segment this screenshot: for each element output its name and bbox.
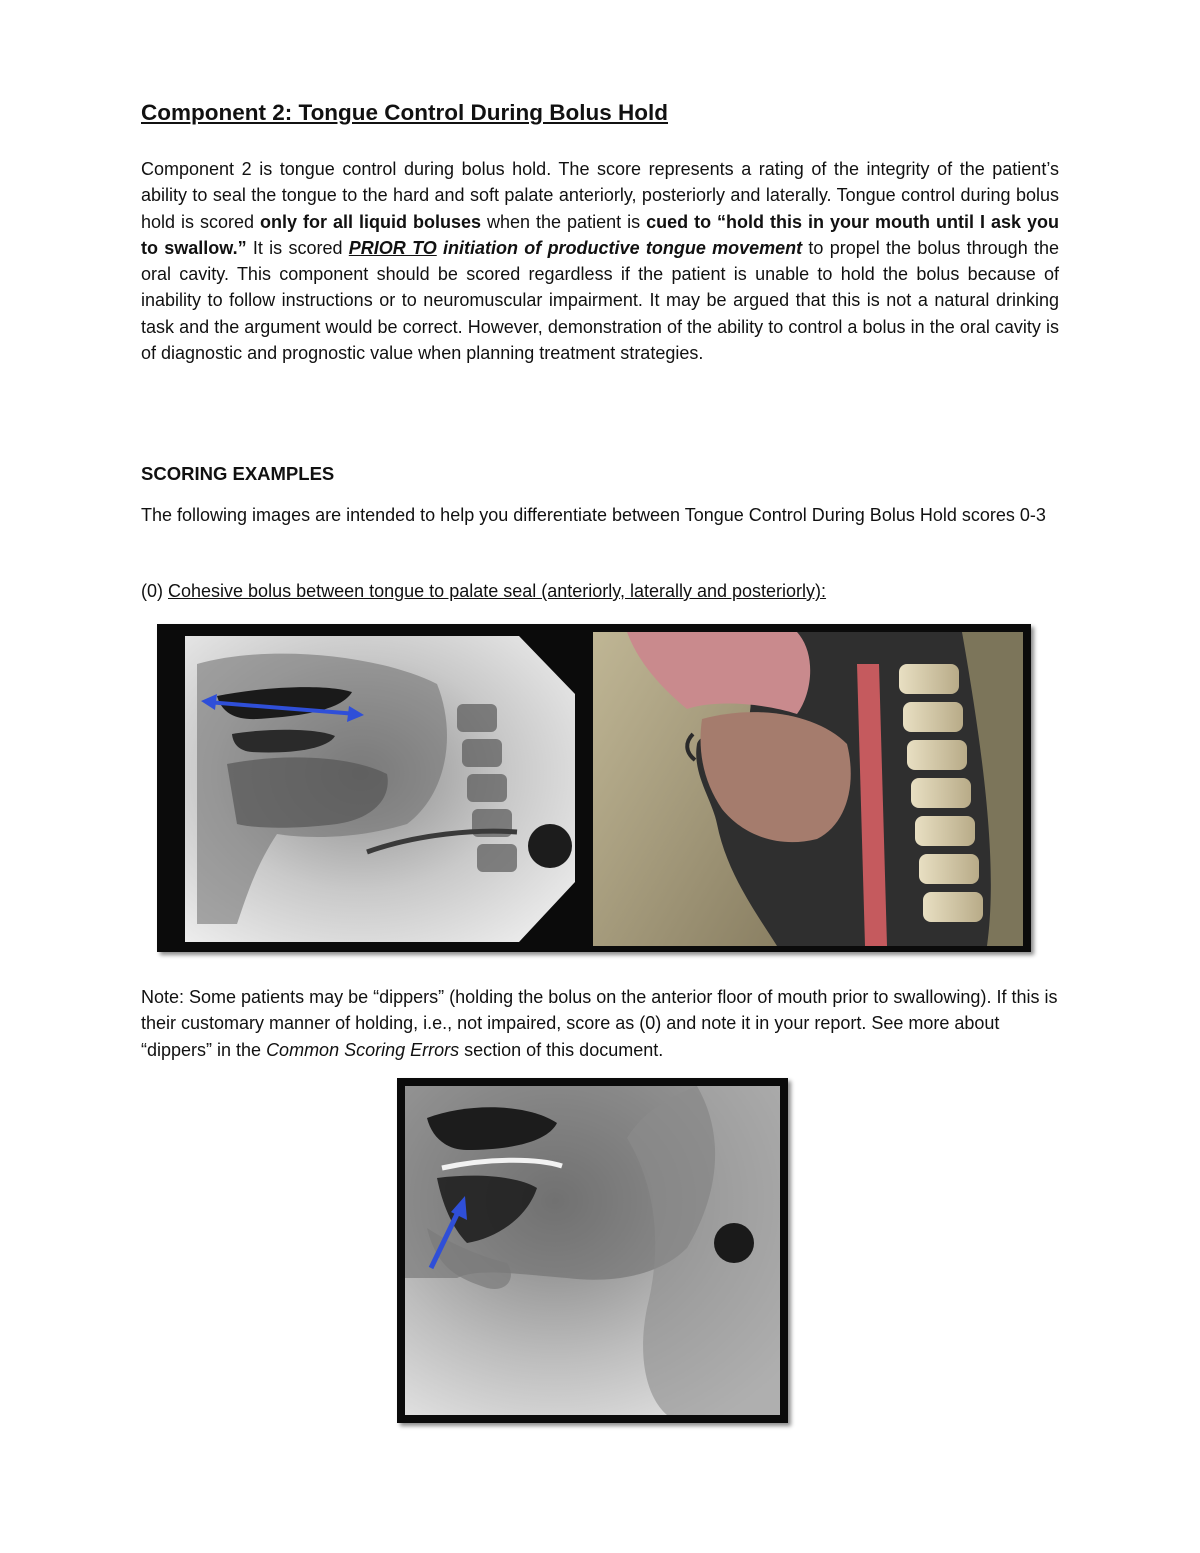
para-prior-to: PRIOR TO bbox=[348, 237, 437, 258]
example-0-prefix: (0) bbox=[141, 581, 168, 601]
example-0-figure bbox=[157, 624, 1031, 952]
page-heading: Component 2: Tongue Control During Bolus Hold bbox=[141, 100, 669, 125]
note-paragraph bbox=[141, 984, 1059, 1063]
scoring-intro-text: The following images are intended to help you differentiate between Tongue Control During Bolus Hold scores 0-3 bbox=[141, 505, 1046, 525]
para-text-5: to propel the bolus through the oral cavity. This component should be scored regardless if the patient is unable to hold the bolus because of inability to follow instructions or to neuromuscular impairment. It may be argued that this is not a natural drinking task and the argument would be correct. However, demonstration of the ability to control a bolus in the oral cavity is of diagnostic and prognostic value when planning treatment strategies. bbox=[141, 237, 1060, 364]
para-bold-italic: initiation of productive tongue movement bbox=[443, 237, 803, 258]
note-text-2: section of this document. bbox=[459, 1039, 664, 1060]
para-bold-2: cued to “hold this in your mouth until I ask you to swallow.” bbox=[141, 211, 1059, 258]
description-paragraph bbox=[141, 156, 1059, 366]
example-0-label: Cohesive bolus between tongue to palate seal (anteriorly, laterally and posteriorly): bbox=[168, 581, 827, 601]
dipper-figure bbox=[397, 1078, 788, 1423]
example-0-images bbox=[157, 624, 1031, 952]
scoring-examples-heading: SCORING EXAMPLES bbox=[141, 463, 335, 484]
note-text-1: Note: Some patients may be “dippers” (holding the bolus on the anterior floor of mouth prior to swallowing). If this is their customary manner of holding, i.e., not impaired, score as (0) and note it in your report. See more about “dippers” in the bbox=[141, 987, 1058, 1060]
para-text-1: Component 2 is tongue control during bolus hold. The score represents a rating of the integrity of the patient’s ability to seal the tongue to the hard and soft palate anteriorly, posteriorly and laterally. Tongue control during bolus hold is scored bbox=[141, 159, 1059, 232]
dipper-image bbox=[397, 1078, 788, 1423]
para-text-3: It is scored bbox=[246, 237, 349, 258]
example-0-caption bbox=[141, 581, 826, 602]
anatomy-illustration-right bbox=[593, 632, 1023, 946]
para-bold-1: only for all liquid boluses bbox=[260, 211, 482, 232]
fluoroscopy-image-left bbox=[185, 636, 575, 942]
note-italic: Common Scoring Errors bbox=[266, 1039, 460, 1060]
para-text-2: when the patient is bbox=[481, 211, 647, 232]
